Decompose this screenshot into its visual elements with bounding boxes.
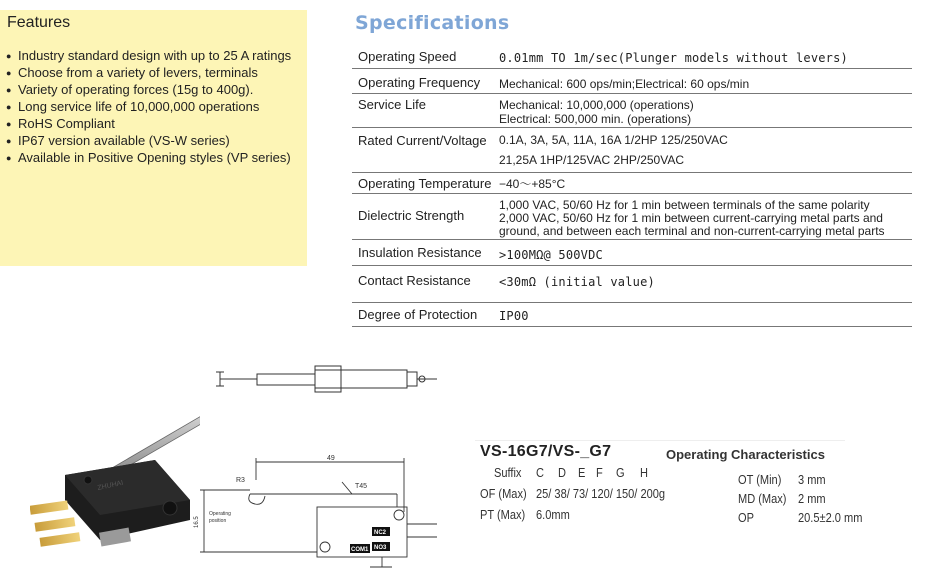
spec-value: 1,000 VAC, 50/60 Hz for 1 min between terminals of the same polarity: [499, 198, 870, 212]
features-list: [6, 48, 306, 167]
suffix-item: E: [578, 465, 586, 480]
spec-value: −40～+85°C: [499, 177, 566, 191]
spec-value: 21,25A 1HP/125VAC 2HP/250VAC: [499, 153, 685, 167]
model-name: VS-16G7/VS-_G7: [480, 443, 612, 460]
separator: [475, 440, 845, 441]
specifications-title: Specifications: [355, 12, 510, 34]
spec-row-insulation-resistance: [352, 240, 912, 266]
spec-label: Operating Temperature: [358, 176, 492, 191]
suffix-item: C: [536, 465, 544, 480]
spec-row-rated-current: [352, 128, 912, 173]
top-view-drawing: [212, 360, 447, 400]
spec-label: Rated Current/Voltage: [358, 133, 487, 148]
spec-row-degree-of-protection: [352, 303, 912, 327]
feature-item: ● Industry standard design with up to 25 A ratings: [6, 48, 306, 64]
op-label-1: Operating: [209, 511, 231, 517]
ot-value: 3 mm: [798, 472, 826, 487]
op-value: 20.5±2.0 mm: [798, 510, 863, 525]
spec-label: Insulation Resistance: [358, 245, 482, 260]
com-label: COM1: [351, 547, 369, 553]
md-label: MD (Max): [738, 491, 787, 506]
suffix-item: D: [558, 465, 566, 480]
spec-label: Service Life: [358, 97, 426, 112]
suffix-item: G: [616, 465, 625, 480]
of-label: OF (Max): [480, 486, 527, 501]
switch-photo: [30, 380, 200, 560]
spec-value: Mechanical: 600 ops/min;Electrical: 60 ops/min: [499, 77, 750, 91]
no-label: NO3: [374, 545, 387, 551]
spec-label: Operating Frequency: [358, 75, 481, 90]
suffix-label: Suffix: [494, 465, 522, 480]
of-value: 25/ 38/ 73/ 120/ 150/ 200g: [536, 486, 666, 501]
switch-brand-text: ZHUHAI: [96, 479, 124, 492]
suffix-item: F: [596, 465, 603, 480]
md-value: 2 mm: [798, 491, 826, 506]
spec-value: ground, and between each terminal and non-current-carrying metal parts: [499, 224, 885, 238]
spec-value: Electrical: 500,000 min. (operations): [499, 112, 692, 126]
dim-width: 49: [327, 455, 335, 462]
operating-characteristics-title: Operating Characteristics: [666, 447, 825, 462]
spec-label: Contact Resistance: [358, 273, 471, 288]
spec-row-contact-resistance: [352, 266, 912, 303]
spec-row-dielectric-strength: [352, 194, 912, 240]
spec-row-service-life: [352, 94, 912, 128]
features-title: Features: [7, 14, 71, 31]
spec-label: Degree of Protection: [358, 307, 478, 322]
spec-row-operating-temperature: [352, 173, 912, 194]
spec-label: Operating Speed: [358, 49, 457, 64]
spec-value: 0.1A, 3A, 5A, 11A, 16A 1/2HP 125/250VAC: [499, 133, 728, 147]
feature-item: ● Choose from a variety of levers, terminals: [6, 65, 306, 81]
dim-angle: T45: [355, 483, 368, 490]
suffix-item: H: [640, 465, 648, 480]
spec-row-operating-frequency: [352, 69, 912, 94]
nc-label: NC2: [374, 530, 387, 536]
spec-row-operating-speed: [352, 43, 912, 69]
feature-item: ● IP67 version available (VS-W series): [6, 133, 306, 149]
dim-radius: R3: [236, 477, 245, 484]
spec-value: >100MΩ@ 500VDC: [499, 248, 603, 262]
pt-value: 6.0mm: [536, 507, 570, 522]
dim-height: 16.5: [194, 516, 200, 528]
side-view-drawing: [192, 452, 447, 576]
spec-value: <30mΩ (initial value): [499, 275, 655, 289]
features-panel: [0, 10, 307, 266]
pt-label: PT (Max): [480, 507, 526, 522]
feature-item: ● Variety of operating forces (15g to 400g).: [6, 82, 306, 98]
ot-label: OT (Min): [738, 472, 782, 487]
spec-label: Dielectric Strength: [358, 208, 465, 223]
feature-item: ● Available in Positive Opening styles (VP series): [6, 150, 306, 166]
feature-item: ● RoHS Compliant: [6, 116, 306, 132]
feature-item: ● Long service life of 10,000,000 operations: [6, 99, 306, 115]
spec-value: 2,000 VAC, 50/60 Hz for 1 min between current-carrying metal parts and: [499, 211, 883, 225]
spec-value: IP00: [499, 309, 529, 323]
spec-value: 0.01mm TO 1m/sec(Plunger models without levers): [499, 51, 848, 65]
spec-value: Mechanical: 10,000,000 (operations): [499, 98, 694, 112]
op-label-2: position: [209, 518, 227, 524]
op-label: OP: [738, 510, 754, 525]
